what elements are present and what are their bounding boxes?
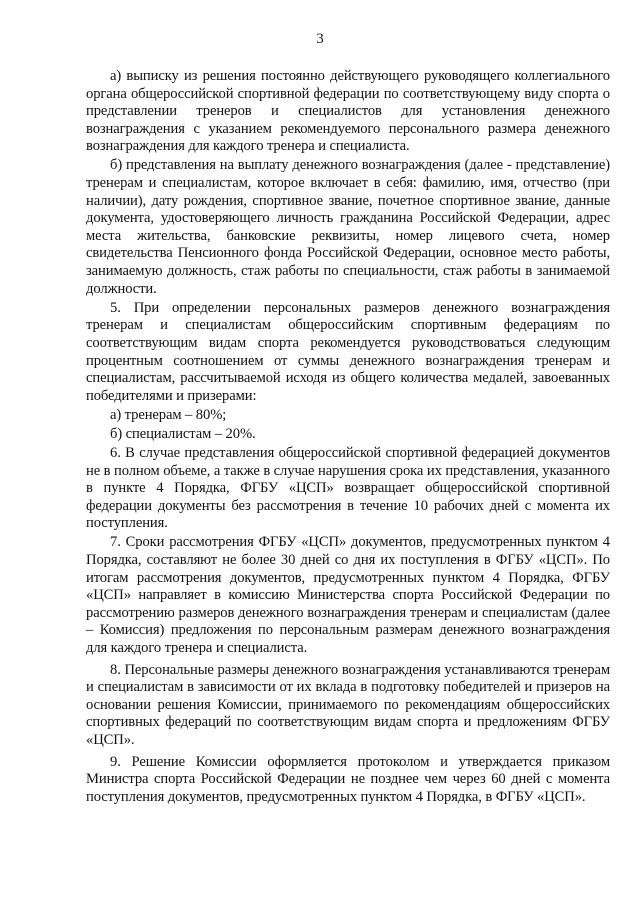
- paragraph-7: 7. Сроки рассмотрения ФГБУ «ЦСП» документов, предусмотренных пунктом 4 Порядка, составляют не более 30 дней со дня их поступления в ФГБУ «ЦСП». По итогам рассмотрения документов, предусмотренных пунктом 4 Порядка, ФГБУ «ЦСП» направляет в комиссию Министерства спорта Российской Федерации по рассмотрению размеров денежного вознаграждения тренерам и специалистам (далее – Комиссия) предложения по персональным размерам денежного вознаграждения для каждого тренера и специалиста.: [86, 534, 610, 656]
- document-body: [86, 68, 610, 808]
- paragraph-4a: а) выписку из решения постоянно действующего руководящего коллегиального органа общероссийской спортивной федерации по соответствующему виду спорта о представлении тренеров и специалистов для установления денежного вознаграждения с указанием рекомендуемого персонального размера денежного вознаграждения для каждого тренера и специалиста.: [86, 68, 610, 155]
- paragraph-9: 9. Решение Комиссии оформляется протоколом и утверждается приказом Министра спорта Российской Федерации не позднее чем через 60 дней с момента поступления документов, предусмотренных пунктом 4 Порядка, в ФГБУ «ЦСП».: [86, 753, 610, 805]
- paragraph-5b: б) специалистам – 20%.: [110, 425, 256, 442]
- page-number: 3: [316, 31, 324, 47]
- paragraph-8: 8. Персональные размеры денежного вознаграждения устанавливаются тренерам и специалистам в зависимости от их вклада в подготовку победителей и призеров на основании решения Комиссии, принимаемого по рекомендациям общероссийских спортивных федераций по соответствующим видам спорта и предложениям ФГБУ «ЦСП».: [86, 661, 610, 748]
- paragraph-5: 5. При определении персональных размеров денежного вознаграждения тренерам и специалистам общероссийским спортивным федерациям по соответствующим видам спорта рекомендуется руководствоваться следующим процентным соотношением от суммы денежного вознаграждения тренерам и специалистам, рассчитываемой исходя из общего количества медалей, завоеванных победителями и призерами:: [86, 299, 610, 404]
- paragraph-4b: б) представления на выплату денежного вознаграждения (далее - представление) тренерам и специалистам, которое включает в себя: фамилию, имя, отчество (при наличии), дату рождения, спортивное звание, почетное спортивное звание, данные документа, удостоверяющего личность гражданина Российской Федерации, адрес места жительства, банковские реквизиты, номер лицевого счета, номер свидетельства Пенсионного фонда Российской Федерации, основное место работы, занимаемую должность, стаж работы по специальности, стаж работы в занимаемой должности.: [86, 157, 610, 297]
- paragraph-5a: а) тренерам – 80%;: [110, 406, 227, 423]
- paragraph-6: 6. В случае представления общероссийской спортивной федерацией документов не в полном объеме, а также в случае нарушения срока их представления, указанного в пункте 4 Порядка, ФГБУ «ЦСП» возвращает общероссийской спортивной федерации документы без рассмотрения в течение 10 рабочих дней с момента их поступления.: [86, 444, 610, 532]
